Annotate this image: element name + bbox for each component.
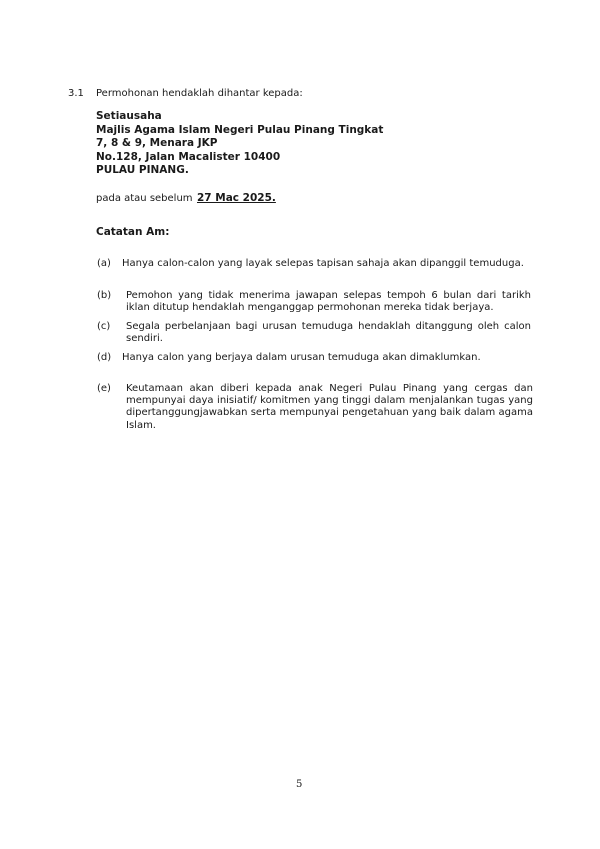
page-number: 5 [296, 779, 303, 790]
note-label: (b) [97, 290, 112, 301]
address-line: Setiausaha [96, 110, 162, 122]
section-number: 3.1 [68, 88, 84, 99]
note-text: Keutamaan akan diberi kepada anak Negeri Pulau Pinang yang cergas dan mempunyai daya inisiatif/ komitmen yang tinggi dalam menjalankan tugas yang dipertanggungjawabkan serta mempunyai pengetahuan yang baik dalam agama Islam. [126, 383, 533, 431]
section-intro: Permohonan hendaklah dihantar kepada: [96, 88, 303, 99]
notes-heading: Catatan Am: [96, 226, 170, 238]
address-line: No.128, Jalan Macalister 10400 [96, 150, 281, 163]
note-text: Segala perbelanjaan bagi urusan temuduga hendaklah ditanggung oleh calon sendiri. [126, 321, 531, 345]
deadline-prefix: pada atau sebelum [96, 193, 193, 204]
address-line: Majlis Agama Islam Negeri Pulau Pinang Tingkat [96, 123, 384, 136]
address-line: 7, 8 & 9, Menara JKP [96, 137, 218, 149]
address-line: PULAU PINANG. [96, 164, 189, 176]
note-text: Hanya calon-calon yang layak selepas tapisan sahaja akan dipanggil temuduga. [122, 258, 524, 269]
deadline-date: 27 Mac 2025. [197, 192, 276, 204]
note-label: (e) [97, 383, 111, 394]
note-text: Pemohon yang tidak menerima jawapan selepas tempoh 6 bulan dari tarikh iklan ditutup hendaklah menganggap permohonan mereka tidak berjaya. [126, 290, 531, 314]
note-label: (d) [97, 352, 112, 363]
note-text: Hanya calon yang berjaya dalam urusan temuduga akan dimaklumkan. [122, 352, 481, 363]
note-label: (c) [97, 321, 111, 332]
note-label: (a) [97, 258, 111, 269]
